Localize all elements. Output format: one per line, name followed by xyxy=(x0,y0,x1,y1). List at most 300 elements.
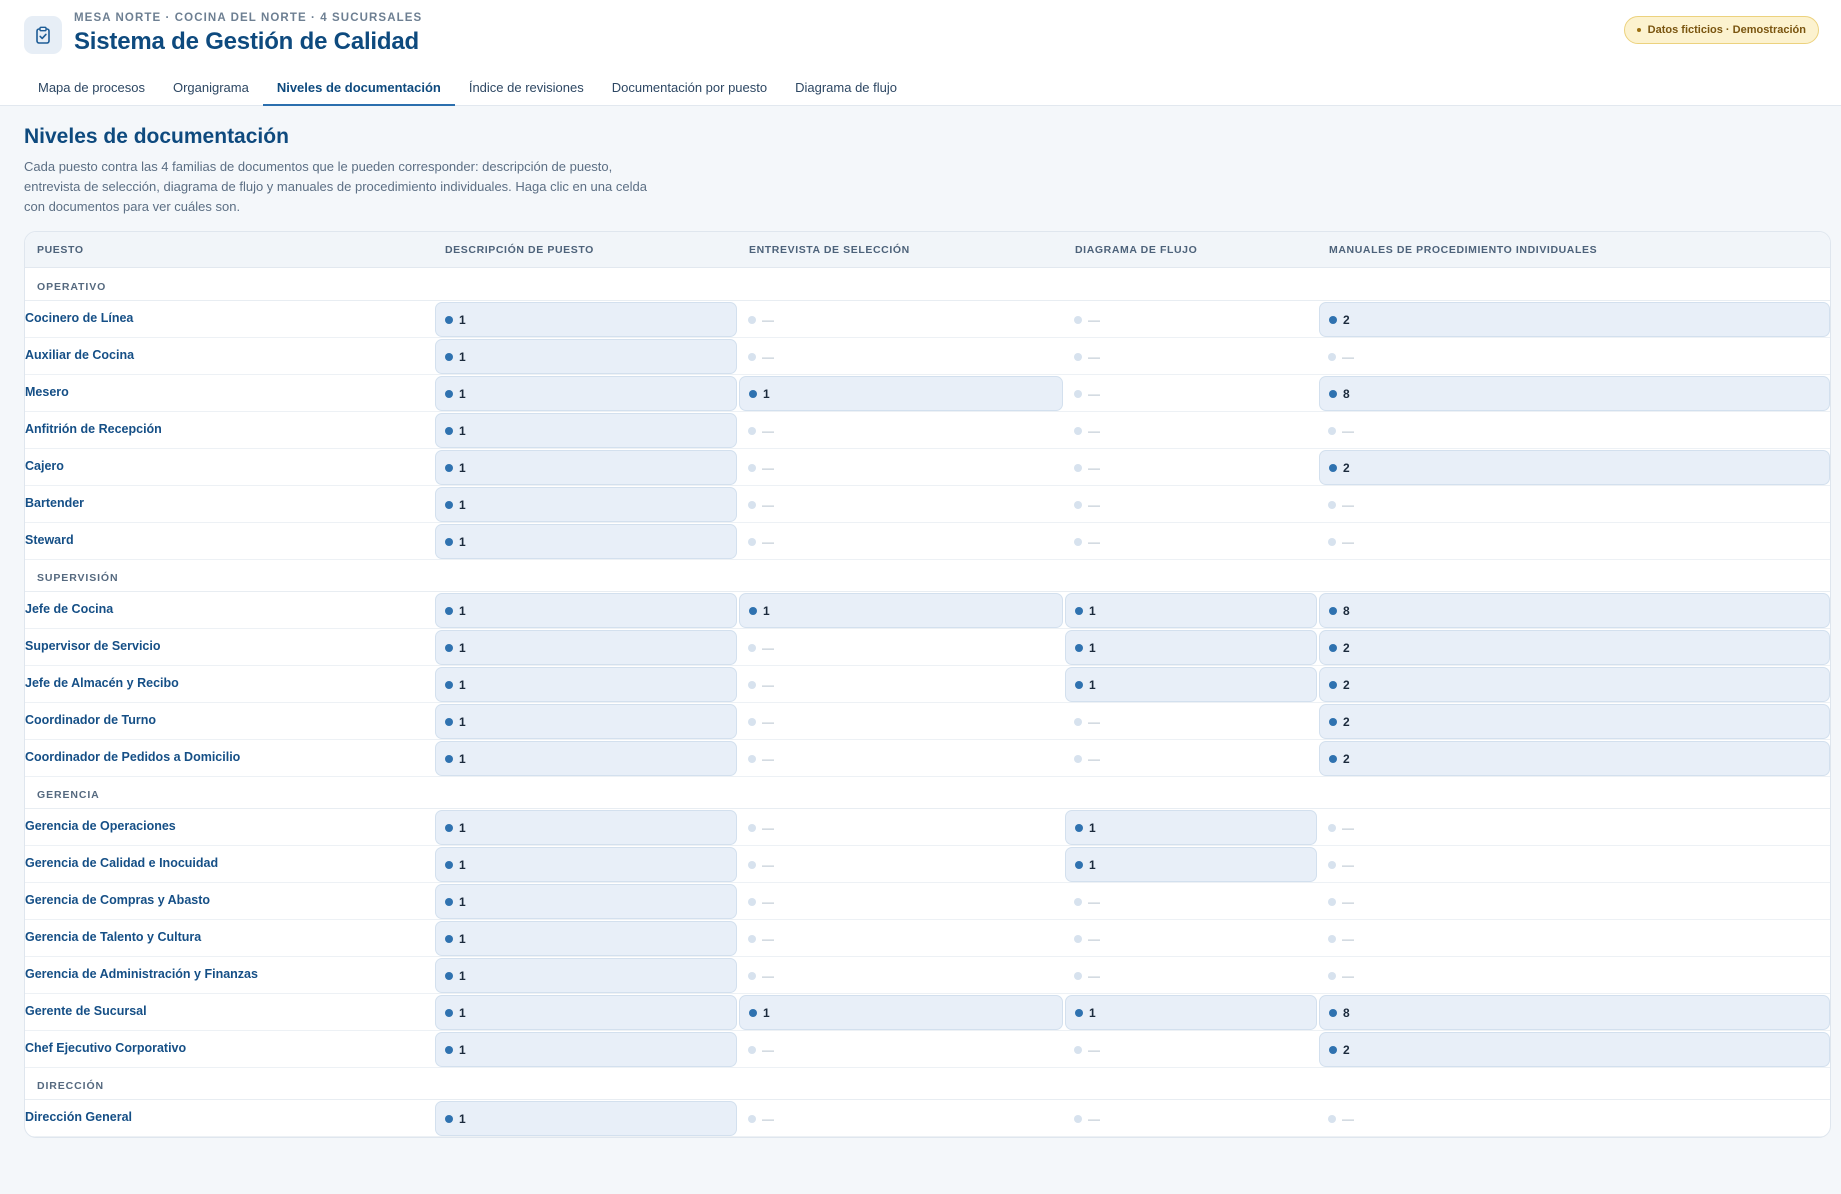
manuales-cell xyxy=(1319,847,1830,882)
diagrama-cell xyxy=(1065,339,1317,374)
document-count: — xyxy=(762,1111,774,1126)
document-count: — xyxy=(1342,857,1354,872)
table-row xyxy=(25,666,1830,703)
status-dot-icon xyxy=(749,1009,757,1017)
empty-dot-icon xyxy=(748,972,756,980)
entrevista-cell[interactable] xyxy=(739,376,1063,411)
empty-dot-icon xyxy=(1074,1115,1082,1123)
group-label: OPERATIVO xyxy=(37,281,107,293)
col-header-entrevista: ENTREVISTA DE SELECCIÓN xyxy=(749,244,910,256)
document-count: — xyxy=(762,349,774,364)
document-count: 1 xyxy=(763,1005,770,1020)
document-count: — xyxy=(762,1042,774,1057)
document-count: — xyxy=(1088,714,1100,729)
document-count: 1 xyxy=(763,386,770,401)
descripcion-cell[interactable] xyxy=(435,339,737,374)
document-count: 1 xyxy=(459,894,466,909)
empty-dot-icon xyxy=(748,755,756,763)
empty-dot-icon xyxy=(1328,538,1336,546)
table-row xyxy=(25,846,1830,883)
status-dot-icon xyxy=(1329,1009,1337,1017)
table-row xyxy=(25,301,1830,338)
manuales-cell[interactable] xyxy=(1319,450,1830,485)
diagrama-cell xyxy=(1065,958,1317,993)
role-name[interactable]: Supervisor de Servicio xyxy=(25,639,161,653)
documentation-matrix xyxy=(24,231,1831,1138)
document-count: — xyxy=(1088,386,1100,401)
status-dot-icon xyxy=(749,390,757,398)
role-name[interactable]: Cajero xyxy=(25,459,64,473)
document-count: — xyxy=(762,714,774,729)
empty-dot-icon xyxy=(748,824,756,832)
descripcion-cell[interactable] xyxy=(435,487,737,522)
document-count: 1 xyxy=(459,677,466,692)
manuales-cell[interactable] xyxy=(1319,1032,1830,1067)
group-header-gerencia xyxy=(25,777,1830,809)
role-name[interactable]: Coordinador de Turno xyxy=(25,713,157,727)
empty-dot-icon xyxy=(1074,935,1082,943)
status-dot-icon xyxy=(1329,718,1337,726)
entrevista-cell xyxy=(739,741,1063,776)
document-count: 1 xyxy=(459,497,466,512)
document-count: 1 xyxy=(459,349,466,364)
table-row xyxy=(25,629,1830,666)
entrevista-cell xyxy=(739,339,1063,374)
tab-documentacion-por-puesto[interactable]: Documentación por puesto xyxy=(611,80,768,95)
status-dot-icon xyxy=(445,607,453,615)
status-dot-icon xyxy=(445,718,453,726)
empty-dot-icon xyxy=(748,1115,756,1123)
document-count: 1 xyxy=(459,968,466,983)
status-dot-icon xyxy=(1329,316,1337,324)
diagrama-cell[interactable] xyxy=(1065,995,1317,1030)
status-dot-icon xyxy=(1075,824,1083,832)
document-count: — xyxy=(1342,820,1354,835)
empty-dot-icon xyxy=(1074,898,1082,906)
role-name[interactable]: Gerente de Sucursal xyxy=(25,1004,147,1018)
document-count: 1 xyxy=(459,423,466,438)
status-dot-icon xyxy=(1329,607,1337,615)
status-dot-icon xyxy=(445,1009,453,1017)
table-row xyxy=(25,412,1830,449)
document-count: — xyxy=(1342,894,1354,909)
document-count: 1 xyxy=(459,386,466,401)
status-dot-icon xyxy=(1075,607,1083,615)
table-row xyxy=(25,449,1830,486)
document-count: 1 xyxy=(459,603,466,618)
status-dot-icon xyxy=(445,427,453,435)
manuales-cell[interactable] xyxy=(1319,995,1830,1030)
role-name[interactable]: Gerencia de Talento y Cultura xyxy=(25,930,202,944)
document-count: 1 xyxy=(459,640,466,655)
entrevista-cell xyxy=(739,487,1063,522)
document-count: — xyxy=(762,820,774,835)
document-count: — xyxy=(762,640,774,655)
document-count: 1 xyxy=(763,603,770,618)
entrevista-cell xyxy=(739,450,1063,485)
status-dot-icon xyxy=(1329,464,1337,472)
empty-dot-icon xyxy=(1328,1115,1336,1123)
document-count: 2 xyxy=(1343,714,1350,729)
diagrama-cell[interactable] xyxy=(1065,847,1317,882)
role-name[interactable]: Steward xyxy=(25,533,74,547)
document-count: 2 xyxy=(1343,677,1350,692)
empty-dot-icon xyxy=(1328,824,1336,832)
status-dot-icon xyxy=(445,316,453,324)
empty-dot-icon xyxy=(1328,501,1336,509)
tab-indice-de-revisiones[interactable]: Índice de revisiones xyxy=(468,80,584,95)
descripcion-cell[interactable] xyxy=(435,524,737,559)
document-count: — xyxy=(1088,968,1100,983)
empty-dot-icon xyxy=(1328,861,1336,869)
document-count: — xyxy=(1088,534,1100,549)
table-row xyxy=(25,703,1830,740)
role-name[interactable]: Cocinero de Línea xyxy=(25,311,134,325)
document-count: 1 xyxy=(459,1111,466,1126)
status-dot-icon xyxy=(445,538,453,546)
empty-dot-icon xyxy=(1328,353,1336,361)
document-count: — xyxy=(1088,894,1100,909)
manuales-cell[interactable] xyxy=(1319,593,1830,628)
status-dot-icon xyxy=(1329,681,1337,689)
document-count: — xyxy=(1088,497,1100,512)
status-dot-icon xyxy=(1075,861,1083,869)
role-name[interactable]: Chef Ejecutivo Corporativo xyxy=(25,1041,187,1055)
entrevista-cell xyxy=(739,630,1063,665)
entrevista-cell xyxy=(739,704,1063,739)
document-count: 1 xyxy=(459,820,466,835)
empty-dot-icon xyxy=(1074,353,1082,361)
role-name[interactable]: Jefe de Almacén y Recibo xyxy=(25,676,179,690)
entrevista-cell xyxy=(739,302,1063,337)
diagrama-cell xyxy=(1065,302,1317,337)
status-dot-icon xyxy=(445,1115,453,1123)
role-name[interactable]: Gerencia de Calidad e Inocuidad xyxy=(25,856,219,870)
empty-dot-icon xyxy=(1328,935,1336,943)
table-row xyxy=(25,375,1830,412)
role-name[interactable]: Auxiliar de Cocina xyxy=(25,348,135,362)
manuales-cell xyxy=(1319,1101,1830,1136)
descripcion-cell[interactable] xyxy=(435,847,737,882)
document-count: — xyxy=(1342,534,1354,549)
empty-dot-icon xyxy=(1074,316,1082,324)
diagrama-cell[interactable] xyxy=(1065,667,1317,702)
document-count: — xyxy=(1088,349,1100,364)
empty-dot-icon xyxy=(1074,538,1082,546)
entrevista-cell xyxy=(739,1032,1063,1067)
descripcion-cell[interactable] xyxy=(435,1032,737,1067)
group-label: GERENCIA xyxy=(37,789,100,801)
empty-dot-icon xyxy=(748,898,756,906)
descripcion-cell[interactable] xyxy=(435,630,737,665)
tab-mapa-de-procesos[interactable]: Mapa de procesos xyxy=(38,80,145,95)
document-count: 2 xyxy=(1343,1042,1350,1057)
app-title: Sistema de Gestión de Calidad xyxy=(74,28,419,55)
descripcion-cell[interactable] xyxy=(435,958,737,993)
status-dot-icon xyxy=(1329,644,1337,652)
empty-dot-icon xyxy=(748,861,756,869)
entrevista-cell xyxy=(739,921,1063,956)
descripcion-cell[interactable] xyxy=(435,741,737,776)
demo-badge-label: Datos ficticios · Demostración xyxy=(1647,24,1806,36)
table-row xyxy=(25,994,1830,1031)
document-count: — xyxy=(1088,1111,1100,1126)
document-count: 2 xyxy=(1343,640,1350,655)
document-count: 1 xyxy=(459,714,466,729)
status-dot-icon xyxy=(445,824,453,832)
entrevista-cell xyxy=(739,884,1063,919)
role-name[interactable]: Bartender xyxy=(25,496,85,510)
empty-dot-icon xyxy=(748,538,756,546)
tab-diagrama-de-flujo[interactable]: Diagrama de flujo xyxy=(795,80,897,95)
group-label: SUPERVISIÓN xyxy=(37,572,119,584)
table-row xyxy=(25,809,1830,846)
status-dot-icon xyxy=(445,1046,453,1054)
status-dot-icon xyxy=(1329,390,1337,398)
status-dot-icon xyxy=(445,464,453,472)
document-count: — xyxy=(1088,931,1100,946)
document-count: — xyxy=(1342,968,1354,983)
document-count: 1 xyxy=(1089,640,1096,655)
document-count: 1 xyxy=(1089,820,1096,835)
empty-dot-icon xyxy=(748,316,756,324)
document-count: — xyxy=(1088,460,1100,475)
status-dot-icon xyxy=(445,644,453,652)
descripcion-cell[interactable] xyxy=(435,413,737,448)
empty-dot-icon xyxy=(1328,898,1336,906)
document-count: — xyxy=(762,497,774,512)
document-count: — xyxy=(762,751,774,766)
col-header-puesto: PUESTO xyxy=(37,244,84,256)
app-header xyxy=(0,0,1841,106)
document-count: — xyxy=(1342,497,1354,512)
document-count: — xyxy=(762,894,774,909)
status-dot-icon xyxy=(1075,644,1083,652)
table-row xyxy=(25,338,1830,375)
document-count: 8 xyxy=(1343,386,1350,401)
document-count: — xyxy=(1088,423,1100,438)
table-row xyxy=(25,920,1830,957)
col-header-diagrama: DIAGRAMA DE FLUJO xyxy=(1075,244,1198,256)
manuales-cell[interactable] xyxy=(1319,741,1830,776)
role-name[interactable]: Anfitrión de Recepción xyxy=(25,422,162,436)
entrevista-cell xyxy=(739,958,1063,993)
group-header-supervision xyxy=(25,560,1830,592)
tab-bar xyxy=(24,72,911,106)
group-header-direccion xyxy=(25,1068,1830,1100)
diagrama-cell[interactable] xyxy=(1065,630,1317,665)
descripcion-cell[interactable] xyxy=(435,921,737,956)
descripcion-cell[interactable] xyxy=(435,810,737,845)
status-dot-icon xyxy=(749,607,757,615)
group-header-operativo xyxy=(25,268,1830,301)
matrix-header xyxy=(25,232,1830,268)
manuales-cell xyxy=(1319,810,1830,845)
empty-dot-icon xyxy=(1074,427,1082,435)
status-dot-icon xyxy=(445,935,453,943)
diagrama-cell xyxy=(1065,376,1317,411)
document-count: — xyxy=(762,312,774,327)
diagrama-cell xyxy=(1065,1101,1317,1136)
document-count: — xyxy=(762,460,774,475)
document-count: 1 xyxy=(459,857,466,872)
document-count: — xyxy=(762,534,774,549)
empty-dot-icon xyxy=(1328,427,1336,435)
empty-dot-icon xyxy=(748,464,756,472)
table-row xyxy=(25,523,1830,560)
descripcion-cell[interactable] xyxy=(435,376,737,411)
role-name[interactable]: Gerencia de Administración y Finanzas xyxy=(25,967,258,981)
status-dot-icon xyxy=(1329,755,1337,763)
status-dot-icon xyxy=(445,972,453,980)
document-count: — xyxy=(1342,423,1354,438)
table-row xyxy=(25,740,1830,777)
document-count: — xyxy=(1342,931,1354,946)
col-header-descripcion: DESCRIPCIÓN DE PUESTO xyxy=(445,244,594,256)
manuales-cell[interactable] xyxy=(1319,376,1830,411)
app-eyebrow: MESA NORTE · COCINA DEL NORTE · 4 SUCURSALES xyxy=(74,12,423,24)
entrevista-cell xyxy=(739,667,1063,702)
descripcion-cell[interactable] xyxy=(435,302,737,337)
manuales-cell[interactable] xyxy=(1319,667,1830,702)
table-row xyxy=(25,1100,1830,1137)
role-name[interactable]: Mesero xyxy=(25,385,69,399)
group-label: DIRECCIÓN xyxy=(37,1080,105,1092)
role-name[interactable]: Gerencia de Operaciones xyxy=(25,819,176,833)
role-name[interactable]: Dirección General xyxy=(25,1110,132,1124)
descripcion-cell[interactable] xyxy=(435,450,737,485)
document-count: 1 xyxy=(1089,603,1096,618)
document-count: — xyxy=(762,677,774,692)
entrevista-cell[interactable] xyxy=(739,995,1063,1030)
manuales-cell[interactable] xyxy=(1319,630,1830,665)
table-row xyxy=(25,486,1830,523)
table-row xyxy=(25,957,1830,994)
diagrama-cell xyxy=(1065,741,1317,776)
descripcion-cell[interactable] xyxy=(435,704,737,739)
empty-dot-icon xyxy=(1074,501,1082,509)
diagrama-cell xyxy=(1065,413,1317,448)
document-count: — xyxy=(1088,312,1100,327)
document-count: — xyxy=(762,857,774,872)
role-name[interactable]: Coordinador de Pedidos a Domicilio xyxy=(25,750,241,764)
document-count: — xyxy=(762,423,774,438)
diagrama-cell xyxy=(1065,921,1317,956)
role-name[interactable]: Gerencia de Compras y Abasto xyxy=(25,893,211,907)
entrevista-cell xyxy=(739,524,1063,559)
manuales-cell xyxy=(1319,487,1830,522)
status-dot-icon xyxy=(445,755,453,763)
table-row xyxy=(25,1031,1830,1068)
document-count: — xyxy=(1088,1042,1100,1057)
manuales-cell xyxy=(1319,339,1830,374)
role-name[interactable]: Jefe de Cocina xyxy=(25,602,114,616)
badge-dot-icon xyxy=(1637,28,1641,32)
empty-dot-icon xyxy=(1074,718,1082,726)
document-count: 8 xyxy=(1343,603,1350,618)
manuales-cell xyxy=(1319,921,1830,956)
document-count: 1 xyxy=(1089,677,1096,692)
empty-dot-icon xyxy=(1328,972,1336,980)
empty-dot-icon xyxy=(1074,390,1082,398)
manuales-cell[interactable] xyxy=(1319,302,1830,337)
empty-dot-icon xyxy=(1074,755,1082,763)
status-dot-icon xyxy=(445,353,453,361)
document-count: — xyxy=(762,931,774,946)
empty-dot-icon xyxy=(1074,972,1082,980)
empty-dot-icon xyxy=(748,501,756,509)
document-count: 2 xyxy=(1343,460,1350,475)
status-dot-icon xyxy=(445,861,453,869)
entrevista-cell xyxy=(739,810,1063,845)
entrevista-cell xyxy=(739,1101,1063,1136)
descripcion-cell[interactable] xyxy=(435,995,737,1030)
document-count: 1 xyxy=(459,312,466,327)
manuales-cell xyxy=(1319,413,1830,448)
status-dot-icon xyxy=(445,681,453,689)
document-count: 2 xyxy=(1343,751,1350,766)
descripcion-cell[interactable] xyxy=(435,884,737,919)
tab-organigrama[interactable]: Organigrama xyxy=(172,80,249,95)
document-count: 1 xyxy=(459,1005,466,1020)
document-count: 1 xyxy=(459,931,466,946)
empty-dot-icon xyxy=(748,935,756,943)
diagrama-cell[interactable] xyxy=(1065,593,1317,628)
diagrama-cell xyxy=(1065,884,1317,919)
empty-dot-icon xyxy=(1074,1046,1082,1054)
clipboard-check-icon xyxy=(24,16,62,54)
manuales-cell[interactable] xyxy=(1319,704,1830,739)
entrevista-cell xyxy=(739,847,1063,882)
document-count: — xyxy=(1342,349,1354,364)
status-dot-icon xyxy=(1075,1009,1083,1017)
document-count: 1 xyxy=(1089,1005,1096,1020)
diagrama-cell xyxy=(1065,704,1317,739)
tab-niveles-de-documentacion[interactable]: Niveles de documentación xyxy=(263,72,455,106)
table-row xyxy=(25,883,1830,920)
status-dot-icon xyxy=(1329,1046,1337,1054)
manuales-cell xyxy=(1319,958,1830,993)
document-count: 1 xyxy=(459,460,466,475)
diagrama-cell[interactable] xyxy=(1065,810,1317,845)
document-count: 1 xyxy=(459,1042,466,1057)
page-title: Niveles de documentación xyxy=(24,125,289,148)
entrevista-cell xyxy=(739,413,1063,448)
descripcion-cell[interactable] xyxy=(435,1101,737,1136)
status-dot-icon xyxy=(1075,681,1083,689)
status-dot-icon xyxy=(445,898,453,906)
demo-badge xyxy=(1624,16,1819,44)
col-header-manuales: MANUALES DE PROCEDIMIENTO INDIVIDUALES xyxy=(1329,244,1598,256)
empty-dot-icon xyxy=(748,1046,756,1054)
diagrama-cell xyxy=(1065,450,1317,485)
status-dot-icon xyxy=(445,390,453,398)
descripcion-cell[interactable] xyxy=(435,593,737,628)
empty-dot-icon xyxy=(748,427,756,435)
document-count: 1 xyxy=(1089,857,1096,872)
empty-dot-icon xyxy=(748,644,756,652)
document-count: 1 xyxy=(459,751,466,766)
table-row xyxy=(25,592,1830,629)
manuales-cell xyxy=(1319,884,1830,919)
entrevista-cell[interactable] xyxy=(739,593,1063,628)
document-count: 1 xyxy=(459,534,466,549)
manuales-cell xyxy=(1319,524,1830,559)
descripcion-cell[interactable] xyxy=(435,667,737,702)
document-count: — xyxy=(1088,751,1100,766)
diagrama-cell xyxy=(1065,1032,1317,1067)
document-count: — xyxy=(762,968,774,983)
